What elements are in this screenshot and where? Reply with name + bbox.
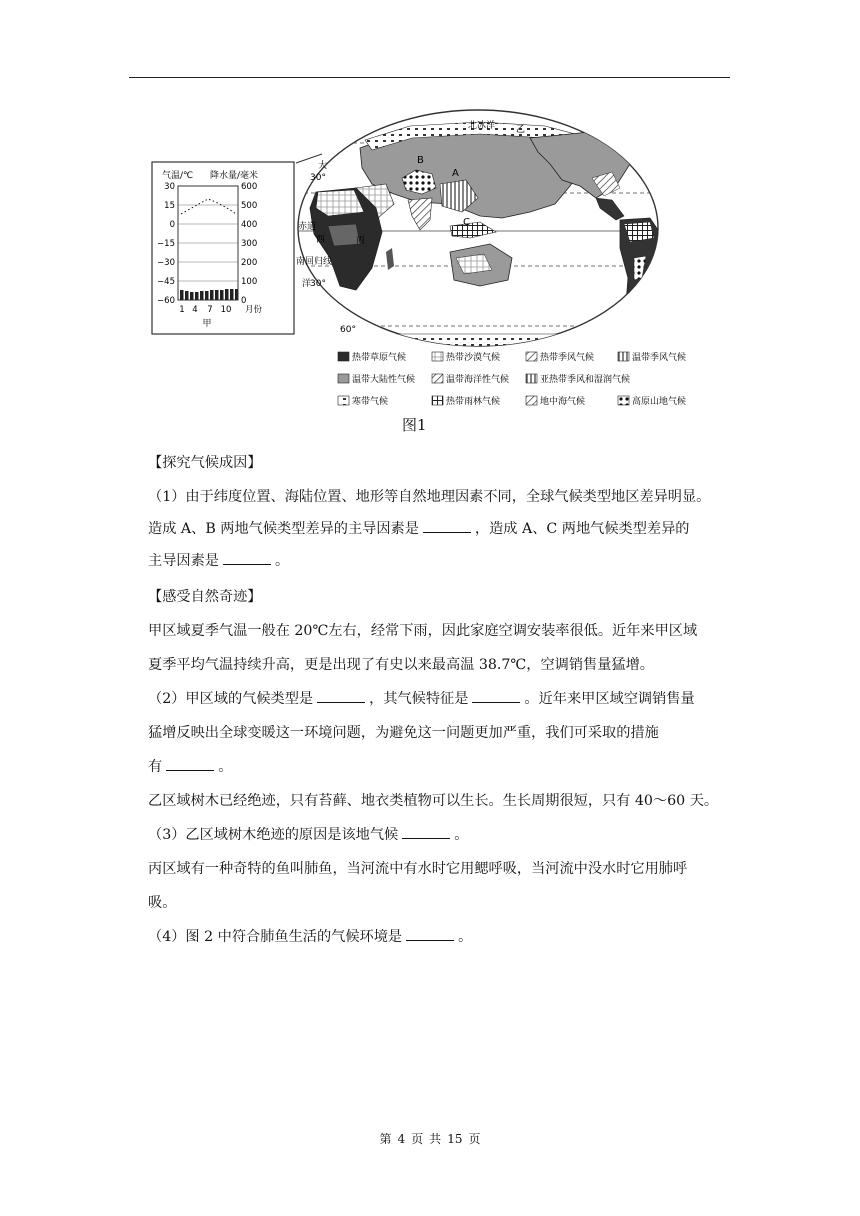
climate-chart — [152, 162, 294, 334]
label-lat30s: 30° — [310, 279, 326, 289]
map-legend — [338, 351, 686, 407]
chart-right-tick: 200 — [241, 258, 258, 268]
header-rule — [129, 77, 730, 78]
svg-text:热带草原气候: 热带草原气候 — [352, 353, 407, 363]
section-heading: 【探究气候成因】 — [148, 455, 262, 471]
label-lat60: 60° — [340, 325, 356, 335]
question-4: （4）图 2 中符合肺鱼生活的气候环境是 。 — [148, 926, 472, 946]
world-map — [290, 110, 670, 348]
label-equator: 赤道 — [298, 222, 317, 232]
svg-text:温带季风气候: 温带季风气候 — [632, 353, 687, 363]
question-2-line-2: 猛增反映出全球变暖这一环境问题，为避免这一问题更加严重，我们可采取的措施 — [148, 725, 659, 741]
label-C: C — [463, 217, 470, 228]
legend-item — [432, 351, 500, 363]
answer-blank[interactable] — [223, 550, 271, 565]
paragraph-jia-line-2: 夏季平均气温持续升高，更是出现了有史以来最高温 38.7℃，空调销售量猛增。 — [148, 657, 654, 673]
legend-item — [338, 395, 388, 407]
chart-x-tick: 7 — [207, 305, 213, 315]
figure-1 — [150, 108, 720, 438]
label-da: 大 — [318, 161, 328, 171]
answer-blank[interactable] — [472, 688, 520, 703]
paragraph-bing-line-1: 丙区域有一种奇特的鱼叫肺鱼，当河流中有水时它用鳃呼吸，当河流中没水时它用肺呼 — [148, 861, 688, 877]
svg-text:温带海洋性气候: 温带海洋性气候 — [446, 375, 510, 385]
chart-right-title: 降水量/毫米 — [210, 171, 259, 181]
answer-blank[interactable] — [317, 688, 365, 703]
legend-item — [618, 395, 686, 407]
question-2-line-1: （2）甲区域的气候类型是 ，其气候特征是 。近年来甲区域空调销售量 — [148, 688, 695, 708]
legend-item — [526, 373, 630, 385]
chart-left-tick: −60 — [157, 296, 175, 306]
legend-item — [526, 351, 594, 363]
label-A: A — [452, 168, 459, 179]
chart-x-tick: 1 — [179, 305, 185, 315]
label-lat30: 30° — [310, 173, 326, 183]
label-yang: 洋 — [302, 279, 312, 289]
legend-item — [432, 373, 509, 385]
svg-text:地中海气候: 地中海气候 — [540, 397, 586, 407]
answer-blank[interactable] — [406, 926, 454, 941]
svg-text:热带雨林气候: 热带雨林气候 — [446, 397, 501, 407]
chart-right-tick: 300 — [241, 239, 258, 249]
page-number: 4 — [397, 1132, 406, 1146]
chart-x-tick: 10 — [220, 305, 232, 315]
svg-text:热带沙漠气候: 热带沙漠气候 — [446, 353, 501, 363]
label-yi: 乙 — [516, 125, 526, 135]
answer-blank[interactable] — [402, 824, 450, 839]
chart-left-tick: 0 — [169, 220, 175, 230]
figure-svg — [150, 108, 720, 438]
chart-label-jia: 甲 — [202, 319, 212, 329]
chart-right-tick: 0 — [241, 296, 247, 306]
section-heading: 【感受自然奇迹】 — [148, 589, 262, 605]
chart-left-tick: −30 — [157, 258, 175, 268]
question-3: （3）乙区域树木绝迹的原因是该地气候 。 — [148, 824, 468, 844]
chart-right-tick: 600 — [241, 182, 258, 192]
label-tropic-south: 南回归线 — [296, 257, 333, 267]
svg-text:寒带气候: 寒带气候 — [352, 397, 389, 407]
label-west: 西 — [316, 235, 326, 245]
paragraph-yi: 乙区域树木已经绝迹，只有苔藓、地衣类植物可以生长。生长周期很短，只有 40～60 天。 — [148, 793, 719, 809]
chart-left-tick: −45 — [157, 277, 175, 287]
chart-left-title: 气温/℃ — [162, 171, 194, 181]
question-1-line-2: 造成 A、B 两地气候类型差异的主导因素是 ，造成 A、C 两地气候类型差异的 — [148, 518, 689, 538]
chart-left-tick: 15 — [164, 201, 175, 211]
label-B: B — [417, 155, 424, 166]
chart-right-tick: 100 — [241, 277, 258, 287]
paragraph-bing-line-2: 吸。 — [148, 895, 177, 911]
label-bing: 丙 — [356, 236, 366, 246]
question-2-line-3: 有 。 — [148, 756, 232, 776]
chart-x-unit: 月份 — [245, 305, 263, 315]
chart-x-tick: 4 — [192, 305, 198, 315]
legend-item — [338, 373, 415, 385]
page-footer: 第 4 页 共 15 页 — [379, 1132, 481, 1146]
chart-left-tick: −15 — [157, 239, 175, 249]
legend-item — [526, 395, 585, 407]
question-1-line-1: （1）由于纬度位置、海陆位置、地形等自然地理因素不同，全球气候类型地区差异明显。 — [148, 489, 711, 505]
answer-blank[interactable] — [423, 518, 471, 533]
svg-text:热带季风气候: 热带季风气候 — [540, 353, 595, 363]
svg-text:温带大陆性气候: 温带大陆性气候 — [352, 375, 416, 385]
legend-item — [338, 351, 406, 363]
legend-item — [618, 351, 686, 363]
svg-text:亚热带季风和湿润气候: 亚热带季风和湿润气候 — [540, 375, 631, 385]
paragraph-jia-line-1: 甲区域夏季气温一般在 20℃左右，经常下雨，因此家庭空调安装率很低。近年来甲区域 — [148, 623, 698, 639]
chart-right-tick: 400 — [241, 220, 258, 230]
question-1-line-3: 主导因素是 。 — [148, 550, 289, 570]
chart-right-tick: 500 — [241, 201, 258, 211]
svg-text:高原山地气候: 高原山地气候 — [632, 397, 687, 407]
answer-blank[interactable] — [166, 756, 214, 771]
label-arctic-ocean: 北冰洋 — [468, 121, 496, 131]
figure-caption: 图1 — [402, 416, 427, 434]
legend-item — [432, 395, 500, 407]
page-total: 15 — [447, 1132, 463, 1146]
chart-left-tick: 30 — [164, 182, 175, 192]
